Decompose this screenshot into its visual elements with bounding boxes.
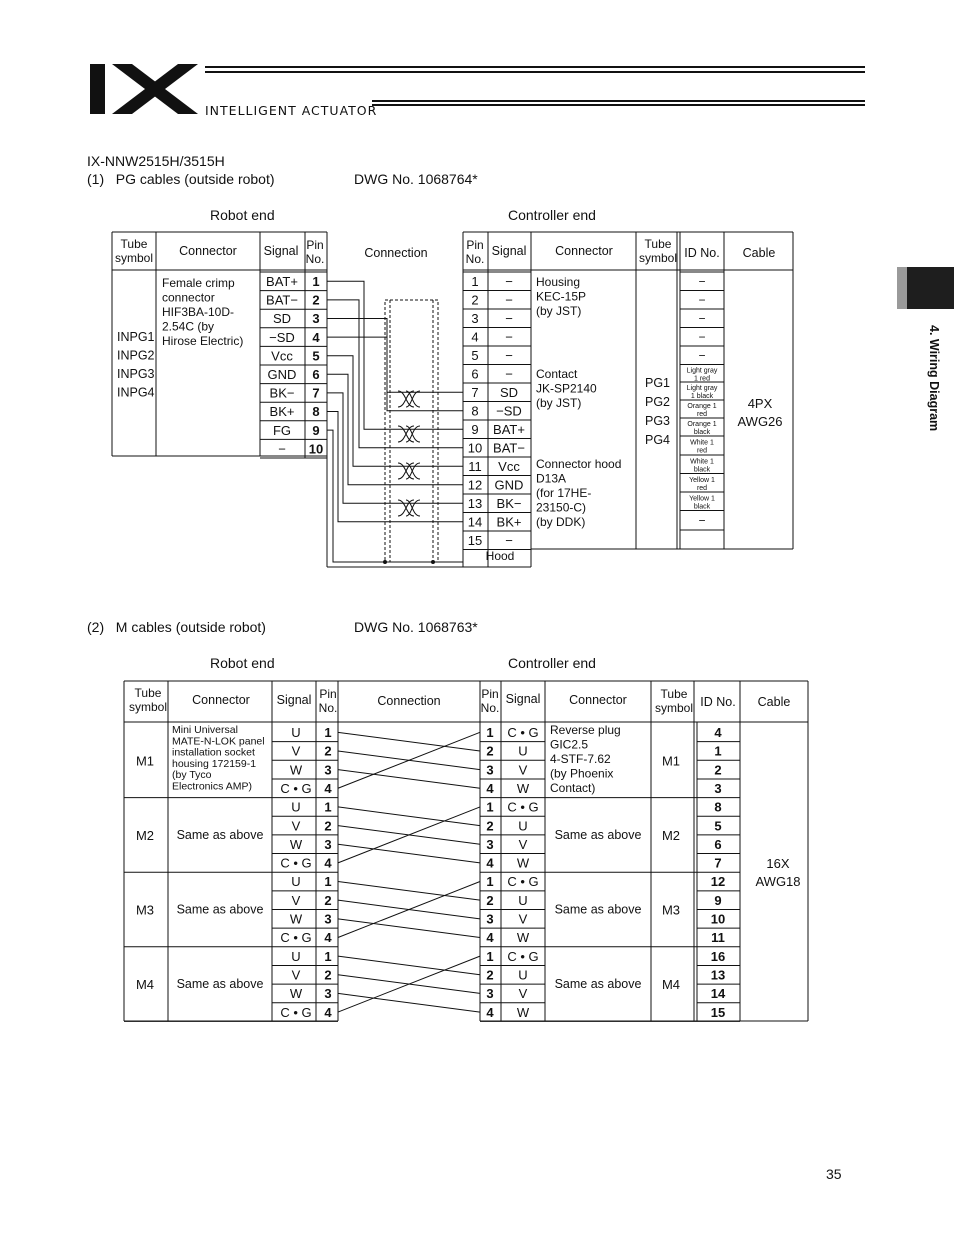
m-wire (338, 956, 480, 975)
m-ctrl-connector: Same as above (554, 977, 642, 992)
m-robot-connector: Electronics AMP) (172, 780, 252, 793)
pg-id-entry: − (698, 274, 706, 289)
m-wire (338, 919, 480, 938)
pg-header-pin-ctrl: Pin (466, 238, 484, 252)
m-header-cable: Cable (757, 695, 791, 709)
pg-ctrl-tube: PG2 (645, 395, 671, 409)
pg-ctrl-signal: Vcc (498, 459, 520, 474)
m-ctrl-connector: 4-STF-7.62 (550, 752, 611, 766)
m-id-entry: 4 (714, 725, 722, 740)
m-ctrl-pin: 1 (486, 725, 494, 740)
pg-ctrl-signal: BK+ (496, 514, 522, 530)
pg-ctrl-pin: 9 (471, 422, 479, 437)
pg-robot-pin: 3 (312, 311, 320, 327)
pg-robot-pin: 9 (312, 422, 320, 438)
m-ctrl-signal: U (518, 892, 528, 908)
pg-header-connection: Connection (364, 246, 428, 260)
pg-ctrl-signal: − (505, 348, 513, 363)
m-ctrl-signal: C • G (507, 799, 539, 815)
pg-robot-connector: connector (162, 290, 215, 305)
m-ctrl-signal: U (518, 743, 528, 759)
m-robot-pin: 3 (324, 911, 332, 927)
m-ctrl-connector: Same as above (554, 827, 642, 842)
pg-ctrl-pin: 12 (467, 477, 483, 493)
pg-ctrl-pin: 4 (471, 329, 479, 345)
pg-ctrl-tube: PG1 (645, 376, 671, 390)
m-ctrl-connector: (by Phoenix (550, 766, 614, 781)
m-ctrl-signal: C • G (507, 948, 539, 964)
pg-robot-tube: INPG1 (117, 330, 155, 344)
m-robot-signal: C • G (280, 1004, 312, 1020)
m-wire (338, 882, 480, 901)
pg-cable-spec: AWG26 (737, 414, 783, 429)
pg-ctrl-connector: Housing (536, 275, 581, 289)
m-robot-pin: 3 (324, 762, 332, 778)
m-id-entry: 10 (710, 911, 726, 927)
pg-id-entry: red (696, 484, 708, 492)
m-id-entry: 8 (714, 799, 722, 815)
m-ctrl-pin: 4 (486, 855, 494, 871)
pg-robot-pin: 8 (312, 404, 320, 420)
m-ctrl-pin: 1 (486, 874, 494, 890)
m-robot-pin: 1 (324, 799, 332, 815)
pg-hood-label: Hood (485, 549, 515, 563)
m-id-entry: 5 (714, 818, 722, 834)
pg-ctrl-signal: − (505, 274, 513, 289)
m-header-connector: Connector (192, 693, 250, 707)
m-id-entry: 15 (710, 1004, 726, 1020)
section2-robot-end: Robot end (210, 655, 275, 671)
m-robot-pin: 4 (324, 780, 332, 796)
m-robot-tube: M3 (135, 902, 155, 918)
m-ctrl-tube: M3 (661, 902, 681, 918)
pg-robot-signal: GND (267, 367, 297, 382)
pg-ctrl-signal: GND (494, 477, 524, 493)
m-ctrl-pin: 1 (486, 799, 494, 815)
m-robot-signal: U (291, 799, 301, 815)
m-robot-pin: 4 (324, 1004, 332, 1020)
m-ctrl-pin: 1 (486, 948, 494, 964)
pg-robot-pin: 6 (312, 367, 320, 382)
m-header-signal: Signal (276, 693, 312, 707)
pg-header-pin: No. (305, 252, 325, 266)
pg-id-entry: White 1 (690, 439, 714, 447)
m-robot-signal: U (291, 725, 301, 740)
m-robot-tube: M2 (135, 827, 155, 843)
m-robot-tube: M1 (135, 753, 155, 769)
m-ctrl-signal: U (518, 967, 528, 983)
m-ctrl-pin: 2 (486, 967, 494, 983)
pg-header-pin-ctrl: No. (465, 252, 485, 266)
pg-ctrl-pin: 2 (471, 292, 479, 308)
pg-id-entry: 1 red (694, 375, 710, 383)
pg-header-cable: Cable (742, 246, 776, 260)
m-robot-signal: C • G (280, 930, 312, 946)
pg-id-entry: 1 black (690, 393, 714, 400)
pg-ctrl-signal: −SD (496, 403, 522, 419)
m-robot-pin: 3 (324, 836, 332, 852)
m-robot-pin: 2 (324, 743, 332, 759)
pg-ctrl-pin: 3 (471, 311, 479, 326)
pg-id-entry: black (693, 429, 711, 436)
m-wire (338, 770, 480, 789)
pg-robot-pin: 2 (312, 292, 320, 308)
pg-id-entry: − (698, 311, 706, 326)
pg-header-signal: Signal (263, 244, 299, 258)
section1-title: (1) PG cables (outside robot) (87, 171, 275, 187)
pg-header-id: ID No. (684, 246, 720, 260)
pg-ctrl-connector: (for 17HE- (536, 486, 592, 500)
pg-robot-connector: 2.54C (by (162, 319, 215, 334)
pg-id-entry: − (698, 329, 706, 344)
m-wire (338, 732, 480, 751)
m-robot-pin: 4 (324, 930, 332, 946)
side-tab-label: 4. Wiring Diagram (927, 325, 941, 432)
m-id-entry: 3 (714, 780, 722, 796)
m-robot-signal: U (291, 874, 301, 890)
pg-header-tube: symbol (114, 251, 154, 265)
m-robot-pin: 1 (324, 874, 332, 890)
m-robot-pin: 2 (324, 892, 332, 908)
m-robot-signal: C • G (280, 855, 312, 871)
pg-robot-pin: 10 (308, 441, 324, 457)
m-header-pin-ctrl: No. (480, 701, 500, 715)
m-ctrl-signal: W (516, 1004, 530, 1020)
pg-ctrl-pin: 10 (467, 440, 483, 456)
page-number: 35 (826, 1166, 842, 1182)
m-robot-pin: 4 (324, 855, 332, 871)
m-robot-signal: V (291, 818, 301, 834)
m-ctrl-tube: M4 (661, 977, 681, 993)
pg-header-connector-ctrl: Connector (555, 244, 613, 258)
pg-ctrl-pin: 14 (467, 514, 483, 530)
m-ctrl-pin: 4 (486, 930, 494, 946)
pg-robot-tube: INPG2 (117, 348, 155, 363)
pg-ctrl-connector: (by DDK) (536, 515, 586, 529)
m-robot-connector: housing 172159-1 (172, 757, 257, 770)
section1-controller-end: Controller end (508, 207, 596, 223)
pg-ctrl-pin: 1 (471, 274, 479, 289)
pg-robot-pin: 4 (312, 329, 320, 345)
pg-ctrl-connector: D13A (536, 471, 567, 486)
m-header-tube-ctrl: symbol (654, 701, 694, 715)
pg-robot-connector: Female crimp (162, 276, 235, 290)
pg-robot-tube: INPG3 (117, 367, 155, 381)
m-header-tube-ctrl: Tube (660, 687, 688, 701)
pg-id-entry: black (693, 466, 711, 474)
pg-robot-pin: 1 (312, 274, 320, 289)
m-ctrl-signal: V (518, 986, 528, 1002)
pg-ctrl-connector: Contact (536, 367, 578, 381)
m-robot-connector: Same as above (176, 902, 264, 917)
pg-ctrl-tube: PG3 (645, 414, 671, 428)
pg-ctrl-connector: 23150-C) (536, 500, 587, 515)
pg-robot-tube: INPG4 (117, 385, 155, 400)
pg-header-signal-ctrl: Signal (491, 244, 527, 258)
m-robot-connector: (by Tyco (172, 769, 212, 782)
m-ctrl-signal: W (516, 855, 530, 871)
pg-header-tube-ctrl: Tube (644, 237, 672, 251)
pg-id-entry: Light gray (686, 385, 718, 392)
m-ctrl-pin: 4 (486, 780, 494, 796)
section2-controller-end: Controller end (508, 655, 596, 671)
m-ctrl-connector: Contact) (550, 781, 596, 795)
pg-robot-signal: BAT− (266, 292, 298, 308)
pg-header-tube: Tube (120, 237, 148, 251)
m-id-entry: 2 (714, 762, 722, 778)
pg-robot-signal: FG (272, 422, 292, 438)
m-ctrl-tube: M2 (661, 827, 681, 843)
logo-text: INTELLIGENT ACTUATOR (205, 103, 378, 118)
pg-robot-signal: BAT+ (266, 274, 298, 289)
m-ctrl-signal: V (518, 911, 528, 927)
m-ctrl-signal: U (518, 818, 528, 834)
pg-ctrl-pin: 15 (467, 533, 483, 548)
m-robot-signal: V (291, 743, 301, 759)
m-robot-pin: 2 (324, 818, 332, 834)
pg-ctrl-pin: 7 (471, 385, 479, 400)
section1-dwg: DWG No. 1068764* (354, 171, 478, 187)
pg-robot-signal: BK+ (269, 404, 295, 420)
m-robot-connector: Mini Universal (172, 724, 238, 736)
pg-ctrl-signal: BAT+ (493, 422, 525, 437)
pg-ctrl-pin: 6 (471, 366, 479, 382)
m-wire (338, 993, 480, 1012)
m-ctrl-signal: V (518, 762, 528, 778)
pg-robot-signal: − (278, 441, 286, 457)
pg-robot-pin: 5 (312, 348, 320, 364)
pg-header-tube-ctrl: symbol (638, 251, 678, 265)
pg-ctrl-signal: − (505, 366, 513, 382)
m-robot-signal: W (289, 911, 303, 927)
pg-ctrl-tube: PG4 (645, 433, 671, 447)
pg-id-entry: − (698, 292, 706, 307)
m-id-entry: 7 (714, 855, 722, 871)
m-id-entry: 13 (710, 967, 726, 983)
m-robot-pin: 3 (324, 986, 332, 1002)
m-id-entry: 14 (710, 986, 726, 1002)
m-cable-spec: 16X (766, 856, 790, 871)
m-wire (338, 956, 480, 1012)
m-ctrl-pin: 2 (486, 743, 494, 759)
m-robot-signal: U (291, 948, 301, 964)
m-ctrl-pin: 3 (486, 986, 494, 1002)
m-robot-pin: 1 (324, 948, 332, 964)
pg-ctrl-signal: BAT− (493, 440, 525, 456)
m-id-entry: 16 (710, 948, 726, 964)
pg-robot-signal: −SD (269, 329, 295, 345)
m-ctrl-pin: 3 (486, 836, 494, 852)
m-wire (338, 732, 480, 788)
pg-id-entry: red (696, 447, 708, 455)
m-ctrl-signal: C • G (507, 874, 539, 890)
m-wire (338, 807, 480, 863)
pg-ctrl-pin: 13 (467, 496, 483, 511)
pg-id-entry: − (698, 348, 706, 363)
pg-robot-connector: HIF3BA-10D- (162, 305, 235, 319)
m-ctrl-pin: 3 (486, 762, 494, 778)
pg-id-entry: black (693, 503, 711, 511)
m-robot-signal: C • G (280, 780, 312, 796)
m-ctrl-pin: 3 (486, 911, 494, 927)
pg-header-pin: Pin (306, 238, 324, 252)
model-title: IX-NNW2515H/3515H (87, 153, 225, 169)
m-ctrl-pin: 2 (486, 892, 494, 908)
m-ctrl-signal: W (516, 930, 530, 946)
pg-id-entry: − (698, 513, 706, 528)
pg-id-entry: Orange 1 (687, 403, 717, 410)
pg-ctrl-pin: 5 (471, 348, 479, 363)
pg-id-entry: Orange 1 (687, 421, 717, 428)
pg-robot-signal: BK− (269, 385, 295, 401)
m-ctrl-tube: M1 (661, 753, 681, 769)
m-header-pin: No. (318, 701, 338, 715)
pg-ctrl-connector: KEC-15P (536, 289, 587, 304)
section1-robot-end: Robot end (210, 207, 275, 223)
m-ctrl-connector: GIC2.5 (550, 737, 589, 752)
m-ctrl-signal: V (518, 836, 528, 852)
m-robot-signal: W (289, 986, 303, 1002)
m-ctrl-pin: 4 (486, 1004, 494, 1020)
m-robot-signal: V (291, 967, 301, 983)
pg-ctrl-signal: − (505, 533, 513, 548)
m-ctrl-connector: Reverse plug (550, 723, 621, 737)
m-robot-connector: Same as above (176, 827, 264, 842)
m-id-entry: 12 (710, 874, 726, 890)
m-header-signal-ctrl: Signal (505, 692, 541, 706)
m-wire (338, 807, 480, 826)
m-wire (338, 882, 480, 938)
pg-id-entry: White 1 (690, 458, 714, 466)
m-id-entry: 9 (714, 892, 722, 908)
m-cable-spec: AWG18 (755, 874, 801, 889)
m-robot-signal: W (289, 762, 303, 778)
m-ctrl-signal: C • G (507, 725, 539, 740)
m-robot-signal: V (291, 892, 301, 908)
pg-header-connector: Connector (179, 244, 237, 258)
pg-robot-pin: 7 (312, 385, 320, 401)
pg-ctrl-signal: − (505, 292, 513, 308)
pg-id-entry: red (696, 411, 708, 418)
m-header-connector-ctrl: Connector (569, 693, 627, 707)
m-header-tube: symbol (128, 700, 168, 714)
pg-ctrl-connector: Connector hood (536, 457, 622, 471)
m-ctrl-connector: Same as above (554, 902, 642, 917)
m-robot-connector: Same as above (176, 977, 264, 992)
pg-id-entry: Yellow 1 (689, 476, 715, 484)
pg-id-entry: Light gray (686, 367, 718, 375)
m-robot-tube: M4 (135, 977, 155, 993)
m-id-entry: 6 (714, 836, 722, 852)
pg-ctrl-signal: BK− (496, 496, 522, 511)
pg-ctrl-pin: 8 (471, 403, 479, 419)
m-robot-signal: W (289, 836, 303, 852)
m-robot-connector: MATE-N-LOK panel (172, 735, 265, 748)
m-header-pin: Pin (319, 687, 337, 701)
m-robot-pin: 1 (324, 725, 332, 740)
m-wire (338, 844, 480, 863)
m-ctrl-signal: W (516, 780, 530, 796)
pg-ctrl-connector: (by JST) (536, 396, 582, 410)
m-header-pin-ctrl: Pin (481, 687, 499, 701)
pg-cable-spec: 4PX (747, 396, 773, 411)
m-robot-connector: installation socket (172, 746, 255, 759)
pg-id-entry: Yellow 1 (689, 495, 715, 503)
pg-robot-signal: SD (272, 311, 292, 327)
pg-robot-connector: Hirose Electric) (162, 334, 244, 348)
section2-dwg: DWG No. 1068763* (354, 619, 478, 635)
m-id-entry: 1 (714, 743, 722, 759)
m-header-tube: Tube (134, 686, 162, 700)
m-header-connection: Connection (377, 694, 441, 708)
pg-ctrl-signal: − (505, 329, 513, 345)
pg-ctrl-signal: − (505, 311, 513, 326)
pg-robot-signal: Vcc (271, 348, 293, 364)
m-header-id: ID No. (700, 695, 736, 709)
pg-ctrl-signal: SD (499, 385, 519, 400)
pg-ctrl-pin: 11 (468, 459, 482, 474)
pg-ctrl-connector: (by JST) (536, 304, 582, 318)
m-id-entry: 11 (711, 930, 725, 946)
m-robot-pin: 2 (324, 967, 332, 983)
section2-title: (2) M cables (outside robot) (87, 619, 266, 635)
m-ctrl-pin: 2 (486, 818, 494, 834)
pg-ctrl-connector: JK-SP2140 (536, 381, 597, 396)
